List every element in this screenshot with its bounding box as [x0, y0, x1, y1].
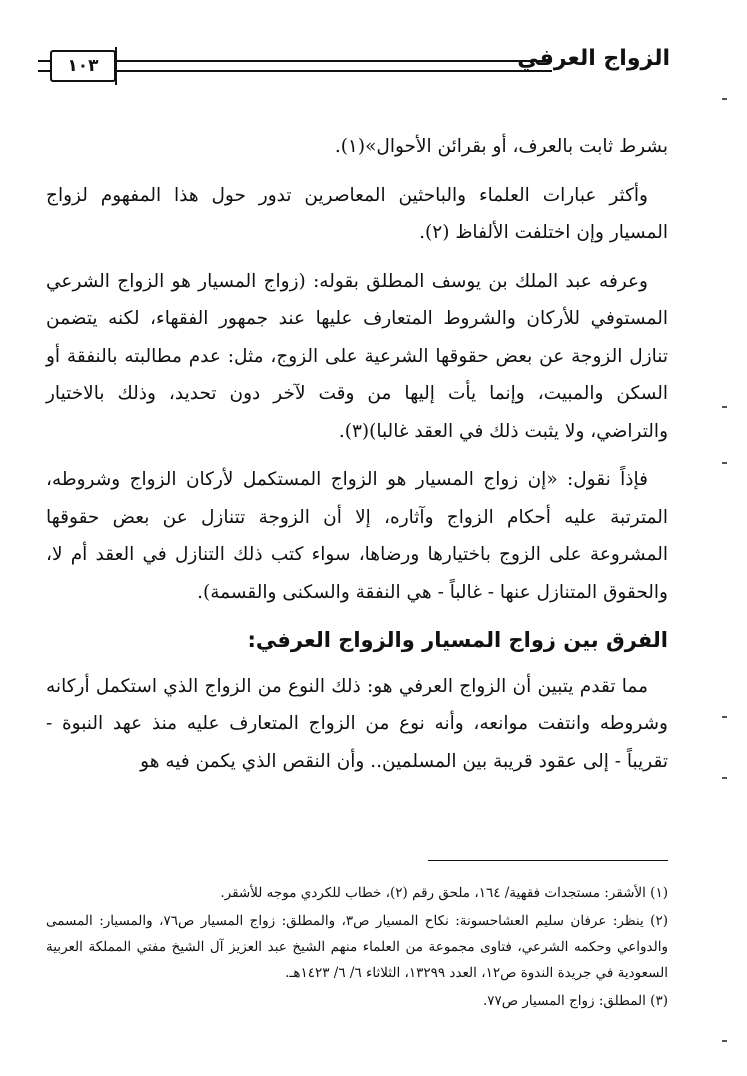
- page-header: [38, 46, 670, 86]
- footnote-2: (٢) ينظر: عرفان سليم العشاحسونة: نكاح المسيار ص٣، والمطلق: زواج المسيار ص٧٦، والمسيار: المسمى والدواعي وحكمه الشرعي، فتاوى مجموعة من العلماء منهم الشيخ عبد العزيز آل الشيخ مفتي المملكة العربية السعودية في جريدة الندوة ص١٢، العدد ١٣٢٩٩، الثلاثاء ٦/ ٦/ ١٤٢٣هـ.: [46, 913, 668, 981]
- margin-mark: [722, 462, 727, 464]
- header-rule: [116, 60, 552, 72]
- margin-mark: [722, 98, 727, 100]
- footnote-3: (٣) المطلق: زواج المسيار ص٧٧.: [482, 993, 668, 1009]
- margin-mark: [722, 716, 727, 718]
- running-title: الزواج العرفي: [517, 46, 670, 71]
- page-number: ١٠٣: [50, 50, 116, 82]
- footnotes: [46, 880, 668, 1016]
- header-left-rule: [38, 60, 50, 72]
- section-heading: الفرق بين زواج المسيار والزواج العرفي:: [247, 628, 668, 652]
- margin-mark: [722, 777, 727, 779]
- margin-mark: [722, 406, 727, 408]
- paragraph-3: وعرفه عبد الملك بن يوسف المطلق بقوله: (زواج المسيار هو الزواج الشرعي المستوفي للأركان والشروط المتعارف عليها عند جمهور الفقهاء، لكنه يتضمن تنازل الزوجة عن بعض حقوقها الشرعية على الزوج، مثل: عدم مطالبته بالنفقة أو السكن والمبيت، وإنما يأت إليها من وقت لآخر دون تحديد، وذلك بالاختيار والتراضي، ولا يثبت ذلك في العقد غالبا)(٣).: [46, 270, 668, 442]
- margin-mark: [722, 1040, 727, 1042]
- paragraph-4: فإذاً نقول: «إن زواج المسيار هو الزواج المستكمل لأركان الزواج وشروطه، المترتبة عليه أحكام الزواج وآثاره، إلا أن الزوجة تتنازل عن بعض حقوقها المشروعة على الزوج باختيارها ورضاها، سواء كتب ذلك التنازل في العقد أم لا، والحقوق المتنازل عنها - غالباً - هي النفقة والسكنى والقسمة).: [46, 469, 668, 603]
- main-text: [46, 128, 668, 791]
- footnote-divider: [428, 860, 668, 861]
- section-paragraph: مما تقدم يتبين أن الزواج العرفي هو: ذلك النوع من الزواج الذي استكمل أركانه وشروطه وانتفت موانعه، وأنه نوع من الزواج المتعارف عليه منذ عهد النبوة - تقريباً - إلى عقود قريبة بين المسلمين.. وأن النقص الذي يكمن فيه هو: [46, 675, 668, 772]
- paragraph-2: وأكثر عبارات العلماء والباحثين المعاصرين تدور حول هذا المفهوم لزواج المسيار وإن اختلفت الألفاظ (٢).: [46, 184, 668, 243]
- footnote-1: (١) الأشقر: مستجدات فقهية/ ١٦٤، ملحق رقم (٢)، خطاب للكردي موجه للأشقر.: [220, 885, 668, 901]
- paragraph-1: بشرط ثابت بالعرف، أو بقرائن الأحوال»(١).: [334, 136, 668, 157]
